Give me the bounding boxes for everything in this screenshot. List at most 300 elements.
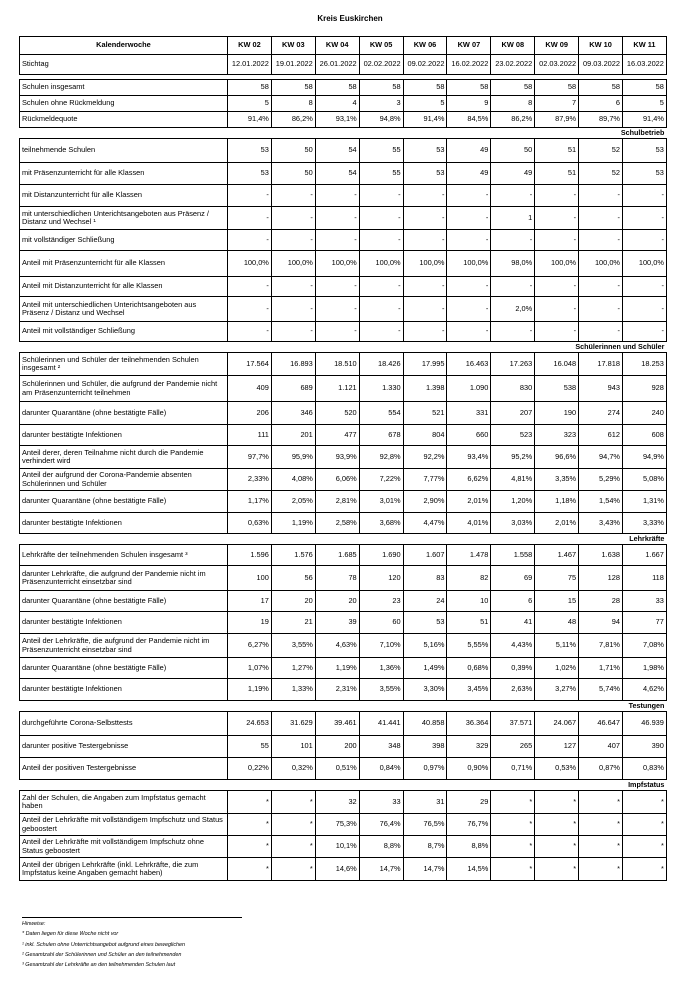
value-cell: 77 bbox=[623, 612, 667, 634]
week-header: KW 07 bbox=[447, 37, 491, 55]
header-row bbox=[20, 37, 667, 55]
value-cell: - bbox=[535, 207, 579, 230]
value-cell: - bbox=[623, 207, 667, 230]
row-label: Rückmeldequote bbox=[20, 112, 228, 128]
row-label: Lehrkräfte der teilnehmenden Schulen insgesamt ³ bbox=[20, 545, 228, 566]
value-cell: 55 bbox=[359, 139, 403, 163]
date-cell: 16.03.2022 bbox=[623, 55, 667, 75]
value-cell: 52 bbox=[579, 163, 623, 185]
value-cell: 9 bbox=[447, 96, 491, 112]
value-cell: 28 bbox=[579, 591, 623, 612]
date-cell: 09.03.2022 bbox=[579, 55, 623, 75]
value-cell: 5,29% bbox=[579, 469, 623, 491]
value-cell: - bbox=[228, 297, 272, 322]
value-cell: 58 bbox=[579, 80, 623, 96]
value-cell: 14,7% bbox=[403, 858, 447, 881]
value-cell: - bbox=[228, 322, 272, 342]
value-cell: 53 bbox=[228, 163, 272, 185]
value-cell: 1,17% bbox=[228, 491, 272, 513]
value-cell: 76,7% bbox=[447, 814, 491, 836]
value-cell: 69 bbox=[491, 566, 535, 591]
week-header: KW 04 bbox=[315, 37, 359, 55]
value-cell: 6 bbox=[579, 96, 623, 112]
value-cell: 75 bbox=[535, 566, 579, 591]
value-cell: 24.653 bbox=[228, 712, 272, 736]
row-label: mit Präsenzunterricht für alle Klassen bbox=[20, 163, 228, 185]
week-header: KW 05 bbox=[359, 37, 403, 55]
value-cell: - bbox=[228, 207, 272, 230]
value-cell: * bbox=[623, 814, 667, 836]
value-cell: 1.467 bbox=[535, 545, 579, 566]
value-cell: 2,31% bbox=[315, 679, 359, 701]
value-cell: 3,33% bbox=[623, 513, 667, 534]
value-cell: - bbox=[271, 185, 315, 207]
value-cell: 0,32% bbox=[271, 758, 315, 780]
value-cell: 4 bbox=[315, 96, 359, 112]
value-cell: - bbox=[579, 207, 623, 230]
value-cell: 538 bbox=[535, 376, 579, 402]
value-cell: 1.690 bbox=[359, 545, 403, 566]
value-cell: - bbox=[623, 185, 667, 207]
value-cell: * bbox=[579, 791, 623, 814]
value-cell: 60 bbox=[359, 612, 403, 634]
value-cell: 678 bbox=[359, 425, 403, 446]
value-cell: 3,55% bbox=[271, 634, 315, 658]
value-cell: 94,9% bbox=[623, 446, 667, 469]
value-cell: 1,07% bbox=[228, 658, 272, 679]
value-cell: 323 bbox=[535, 425, 579, 446]
row-label: darunter Quarantäne (ohne bestätigte Fälle) bbox=[20, 591, 228, 612]
value-cell: 58 bbox=[271, 80, 315, 96]
value-cell: 56 bbox=[271, 566, 315, 591]
row-label: Anteil mit Präsenzunterricht für alle Klassen bbox=[20, 251, 228, 277]
value-cell: 3,03% bbox=[491, 513, 535, 534]
value-cell: * bbox=[491, 836, 535, 858]
value-cell: 55 bbox=[228, 736, 272, 758]
value-cell: 24 bbox=[403, 591, 447, 612]
value-cell: 94,7% bbox=[579, 446, 623, 469]
value-cell: 111 bbox=[228, 425, 272, 446]
value-cell: 521 bbox=[403, 402, 447, 425]
value-cell: 5,11% bbox=[535, 634, 579, 658]
value-cell: 53 bbox=[403, 612, 447, 634]
value-cell: - bbox=[271, 230, 315, 251]
value-cell: 18.510 bbox=[315, 353, 359, 376]
value-cell: 523 bbox=[491, 425, 535, 446]
value-cell: - bbox=[491, 322, 535, 342]
section-header-row bbox=[20, 780, 667, 791]
value-cell: 0,83% bbox=[623, 758, 667, 780]
row-label: darunter positive Testergebnisse bbox=[20, 736, 228, 758]
value-cell: 274 bbox=[579, 402, 623, 425]
value-cell: 520 bbox=[315, 402, 359, 425]
value-cell: 8,8% bbox=[447, 836, 491, 858]
footnotes bbox=[22, 917, 242, 970]
value-cell: 10,1% bbox=[315, 836, 359, 858]
row-label: Anteil der aufgrund der Corona-Pandemie absenten Schülerinnen und Schüler bbox=[20, 469, 228, 491]
value-cell: 53 bbox=[403, 139, 447, 163]
value-cell: 20 bbox=[271, 591, 315, 612]
statistics-table bbox=[19, 36, 667, 881]
value-cell: 58 bbox=[535, 80, 579, 96]
value-cell: - bbox=[579, 185, 623, 207]
value-cell: - bbox=[447, 230, 491, 251]
value-cell: 49 bbox=[447, 139, 491, 163]
value-cell: 100,0% bbox=[579, 251, 623, 277]
value-cell: 8,7% bbox=[403, 836, 447, 858]
value-cell: 94,8% bbox=[359, 112, 403, 128]
value-cell: 18.426 bbox=[359, 353, 403, 376]
value-cell: 3,45% bbox=[447, 679, 491, 701]
value-cell: - bbox=[315, 277, 359, 297]
value-cell: 86,2% bbox=[271, 112, 315, 128]
value-cell: 0,97% bbox=[403, 758, 447, 780]
value-cell: 3,55% bbox=[359, 679, 403, 701]
table-row bbox=[20, 679, 667, 701]
value-cell: - bbox=[403, 277, 447, 297]
value-cell: 39.461 bbox=[315, 712, 359, 736]
value-cell: 92,2% bbox=[403, 446, 447, 469]
value-cell: 8,8% bbox=[359, 836, 403, 858]
value-cell: 0,53% bbox=[535, 758, 579, 780]
value-cell: 118 bbox=[623, 566, 667, 591]
date-cell: 12.01.2022 bbox=[228, 55, 272, 75]
footnote-line: Hinweise: bbox=[22, 921, 46, 927]
value-cell: 10 bbox=[447, 591, 491, 612]
section-header-row bbox=[20, 342, 667, 353]
table-row bbox=[20, 858, 667, 881]
value-cell: 206 bbox=[228, 402, 272, 425]
value-cell: 3,30% bbox=[403, 679, 447, 701]
value-cell: - bbox=[271, 322, 315, 342]
row-label: Anteil mit vollständiger Schließung bbox=[20, 322, 228, 342]
value-cell: 0,68% bbox=[447, 658, 491, 679]
value-cell: - bbox=[623, 230, 667, 251]
value-cell: 1.638 bbox=[579, 545, 623, 566]
value-cell: - bbox=[403, 230, 447, 251]
value-cell: * bbox=[228, 858, 272, 881]
value-cell: 17.263 bbox=[491, 353, 535, 376]
value-cell: 33 bbox=[359, 791, 403, 814]
value-cell: 58 bbox=[228, 80, 272, 96]
date-cell: 16.02.2022 bbox=[447, 55, 491, 75]
value-cell: 120 bbox=[359, 566, 403, 591]
table-row bbox=[20, 297, 667, 322]
value-cell: 804 bbox=[403, 425, 447, 446]
value-cell: 17.564 bbox=[228, 353, 272, 376]
footnote-line: * Daten liegen für diese Woche nicht vor bbox=[22, 931, 119, 938]
value-cell: 1,19% bbox=[228, 679, 272, 701]
table-row bbox=[20, 207, 667, 230]
value-cell: 96,6% bbox=[535, 446, 579, 469]
value-cell: 1,19% bbox=[315, 658, 359, 679]
row-label: Schülerinnen und Schüler, die aufgrund der Pandemie nicht am Präsenzunterricht teilnehmen bbox=[20, 376, 228, 402]
value-cell: - bbox=[491, 230, 535, 251]
value-cell: 1.558 bbox=[491, 545, 535, 566]
value-cell: 49 bbox=[491, 163, 535, 185]
value-cell: * bbox=[271, 858, 315, 881]
value-cell: 36.364 bbox=[447, 712, 491, 736]
value-cell: * bbox=[271, 836, 315, 858]
value-cell: 17.995 bbox=[403, 353, 447, 376]
value-cell: 58 bbox=[447, 80, 491, 96]
value-cell: 84,5% bbox=[447, 112, 491, 128]
value-cell: - bbox=[403, 297, 447, 322]
week-header: KW 02 bbox=[228, 37, 272, 55]
value-cell: 14,5% bbox=[447, 858, 491, 881]
value-cell: * bbox=[535, 836, 579, 858]
row-label: Anteil der Lehrkräfte mit vollständigem Impfschutz ohne Status geboostert bbox=[20, 836, 228, 858]
value-cell: 95,2% bbox=[491, 446, 535, 469]
value-cell: 0,51% bbox=[315, 758, 359, 780]
table-row bbox=[20, 469, 667, 491]
row-label: darunter Lehrkräfte, die aufgrund der Pandemie nicht im Präsenzunterricht einsetzbar sind bbox=[20, 566, 228, 591]
value-cell: 100,0% bbox=[403, 251, 447, 277]
value-cell: 19 bbox=[228, 612, 272, 634]
value-cell: * bbox=[623, 791, 667, 814]
value-cell: * bbox=[579, 858, 623, 881]
row-label: Schülerinnen und Schüler der teilnehmenden Schulen insgesamt ² bbox=[20, 353, 228, 376]
footnote-line: ³ Gesamtzahl der Lehrkräfte an den teilnehmenden Schulen laut bbox=[22, 962, 176, 969]
value-cell: 7,22% bbox=[359, 469, 403, 491]
value-cell: - bbox=[403, 207, 447, 230]
value-cell: * bbox=[491, 814, 535, 836]
value-cell: 53 bbox=[623, 163, 667, 185]
value-cell: 1.685 bbox=[315, 545, 359, 566]
value-cell: 55 bbox=[359, 163, 403, 185]
value-cell: 2,58% bbox=[315, 513, 359, 534]
value-cell: - bbox=[359, 322, 403, 342]
value-cell: 78 bbox=[315, 566, 359, 591]
value-cell: 477 bbox=[315, 425, 359, 446]
row-label: darunter bestätigte Infektionen bbox=[20, 513, 228, 534]
value-cell: - bbox=[447, 322, 491, 342]
value-cell: 54 bbox=[315, 163, 359, 185]
row-label: darunter Quarantäne (ohne bestätigte Fälle) bbox=[20, 658, 228, 679]
value-cell: 2,01% bbox=[535, 513, 579, 534]
date-cell: 23.02.2022 bbox=[491, 55, 535, 75]
value-cell: 82 bbox=[447, 566, 491, 591]
value-cell: 51 bbox=[447, 612, 491, 634]
table-row bbox=[20, 402, 667, 425]
value-cell: 101 bbox=[271, 736, 315, 758]
value-cell: 4,81% bbox=[491, 469, 535, 491]
value-cell: - bbox=[535, 230, 579, 251]
value-cell: * bbox=[228, 791, 272, 814]
value-cell: - bbox=[228, 277, 272, 297]
value-cell: 1,54% bbox=[579, 491, 623, 513]
value-cell: - bbox=[623, 277, 667, 297]
week-header: KW 06 bbox=[403, 37, 447, 55]
value-cell: - bbox=[271, 297, 315, 322]
value-cell: 16.463 bbox=[447, 353, 491, 376]
value-cell: 1,27% bbox=[271, 658, 315, 679]
row-label: Anteil mit Distanzunterricht für alle Klassen bbox=[20, 277, 228, 297]
value-cell: * bbox=[535, 858, 579, 881]
value-cell: 58 bbox=[315, 80, 359, 96]
value-cell: - bbox=[315, 322, 359, 342]
value-cell: - bbox=[447, 277, 491, 297]
value-cell: 5,55% bbox=[447, 634, 491, 658]
value-cell: 5,16% bbox=[403, 634, 447, 658]
value-cell: 17.818 bbox=[579, 353, 623, 376]
value-cell: 86,2% bbox=[491, 112, 535, 128]
value-cell: 7 bbox=[535, 96, 579, 112]
value-cell: 7,08% bbox=[623, 634, 667, 658]
table-row bbox=[20, 230, 667, 251]
table-row bbox=[20, 322, 667, 342]
value-cell: 0,39% bbox=[491, 658, 535, 679]
value-cell: 4,47% bbox=[403, 513, 447, 534]
table-row bbox=[20, 277, 667, 297]
value-cell: 91,4% bbox=[228, 112, 272, 128]
dates-label: Stichtag bbox=[20, 55, 228, 75]
value-cell: - bbox=[315, 297, 359, 322]
table-row bbox=[20, 513, 667, 534]
value-cell: - bbox=[228, 185, 272, 207]
value-cell: 50 bbox=[271, 163, 315, 185]
value-cell: - bbox=[447, 207, 491, 230]
value-cell: * bbox=[579, 814, 623, 836]
value-cell: 100,0% bbox=[623, 251, 667, 277]
value-cell: 53 bbox=[228, 139, 272, 163]
value-cell: 4,01% bbox=[447, 513, 491, 534]
value-cell: - bbox=[315, 207, 359, 230]
row-label: Zahl der Schulen, die Angaben zum Impfstatus gemacht haben bbox=[20, 791, 228, 814]
table-row bbox=[20, 836, 667, 858]
value-cell: 16.048 bbox=[535, 353, 579, 376]
value-cell: - bbox=[359, 297, 403, 322]
date-cell: 09.02.2022 bbox=[403, 55, 447, 75]
value-cell: 240 bbox=[623, 402, 667, 425]
week-header: KW 10 bbox=[579, 37, 623, 55]
value-cell: 8 bbox=[271, 96, 315, 112]
value-cell: 265 bbox=[491, 736, 535, 758]
value-cell: 3,43% bbox=[579, 513, 623, 534]
value-cell: 128 bbox=[579, 566, 623, 591]
value-cell: - bbox=[447, 185, 491, 207]
value-cell: 5,74% bbox=[579, 679, 623, 701]
value-cell: 1.090 bbox=[447, 376, 491, 402]
value-cell: 608 bbox=[623, 425, 667, 446]
row-label: teilnehmende Schulen bbox=[20, 139, 228, 163]
value-cell: 6 bbox=[491, 591, 535, 612]
value-cell: * bbox=[228, 814, 272, 836]
value-cell: 1.121 bbox=[315, 376, 359, 402]
value-cell: 49 bbox=[447, 163, 491, 185]
value-cell: 98,0% bbox=[491, 251, 535, 277]
value-cell: 1.607 bbox=[403, 545, 447, 566]
value-cell: 91,4% bbox=[623, 112, 667, 128]
value-cell: 331 bbox=[447, 402, 491, 425]
row-label: Anteil der Lehrkräfte mit vollständigem Impfschutz und Status geboostert bbox=[20, 814, 228, 836]
value-cell: 200 bbox=[315, 736, 359, 758]
table-row bbox=[20, 376, 667, 402]
value-cell: 39 bbox=[315, 612, 359, 634]
value-cell: - bbox=[579, 297, 623, 322]
value-cell: 76,4% bbox=[359, 814, 403, 836]
value-cell: 23 bbox=[359, 591, 403, 612]
section-title: Impfstatus bbox=[20, 780, 667, 791]
value-cell: - bbox=[623, 297, 667, 322]
value-cell: 4,63% bbox=[315, 634, 359, 658]
value-cell: 2,63% bbox=[491, 679, 535, 701]
value-cell: 100,0% bbox=[315, 251, 359, 277]
value-cell: * bbox=[271, 814, 315, 836]
value-cell: 6,27% bbox=[228, 634, 272, 658]
value-cell: 40.858 bbox=[403, 712, 447, 736]
value-cell: * bbox=[535, 814, 579, 836]
value-cell: * bbox=[491, 791, 535, 814]
table-row bbox=[20, 712, 667, 736]
row-label: darunter bestätigte Infektionen bbox=[20, 425, 228, 446]
row-label: darunter bestätigte Infektionen bbox=[20, 612, 228, 634]
table-row bbox=[20, 658, 667, 679]
section-header-row bbox=[20, 128, 667, 139]
value-cell: 407 bbox=[579, 736, 623, 758]
section-title: Schülerinnen und Schüler bbox=[20, 342, 667, 353]
footnote-line: ¹ inkl. Schulen ohne Unterrichtsangebot aufgrund eines beweglichen bbox=[22, 941, 186, 948]
date-cell: 02.03.2022 bbox=[535, 55, 579, 75]
table-row bbox=[20, 814, 667, 836]
value-cell: * bbox=[623, 836, 667, 858]
value-cell: 4,43% bbox=[491, 634, 535, 658]
value-cell: 1,02% bbox=[535, 658, 579, 679]
value-cell: 15 bbox=[535, 591, 579, 612]
table-row bbox=[20, 736, 667, 758]
value-cell: - bbox=[359, 207, 403, 230]
row-label: mit vollständiger Schließung bbox=[20, 230, 228, 251]
table-row bbox=[20, 251, 667, 277]
section-header-row bbox=[20, 701, 667, 712]
value-cell: 207 bbox=[491, 402, 535, 425]
value-cell: 3 bbox=[359, 96, 403, 112]
value-cell: - bbox=[491, 185, 535, 207]
value-cell: 46.939 bbox=[623, 712, 667, 736]
value-cell: 7,10% bbox=[359, 634, 403, 658]
value-cell: 1.398 bbox=[403, 376, 447, 402]
table-row bbox=[20, 80, 667, 96]
value-cell: 5,08% bbox=[623, 469, 667, 491]
value-cell: - bbox=[491, 277, 535, 297]
table-row bbox=[20, 758, 667, 780]
value-cell: 58 bbox=[403, 80, 447, 96]
value-cell: 348 bbox=[359, 736, 403, 758]
value-cell: 46.647 bbox=[579, 712, 623, 736]
row-label: mit Distanzunterricht für alle Klassen bbox=[20, 185, 228, 207]
value-cell: 95,9% bbox=[271, 446, 315, 469]
value-cell: 50 bbox=[271, 139, 315, 163]
value-cell: 0,84% bbox=[359, 758, 403, 780]
value-cell: 2,81% bbox=[315, 491, 359, 513]
value-cell: 1 bbox=[491, 207, 535, 230]
value-cell: 1,33% bbox=[271, 679, 315, 701]
table-row bbox=[20, 634, 667, 658]
date-cell: 26.01.2022 bbox=[315, 55, 359, 75]
value-cell: 76,5% bbox=[403, 814, 447, 836]
value-cell: 54 bbox=[315, 139, 359, 163]
value-cell: 58 bbox=[491, 80, 535, 96]
value-cell: 201 bbox=[271, 425, 315, 446]
value-cell: 1,20% bbox=[491, 491, 535, 513]
row-label: Schulen ohne Rückmeldung bbox=[20, 96, 228, 112]
value-cell: 1.330 bbox=[359, 376, 403, 402]
value-cell: 93,9% bbox=[315, 446, 359, 469]
value-cell: * bbox=[535, 791, 579, 814]
value-cell: * bbox=[579, 836, 623, 858]
value-cell: 329 bbox=[447, 736, 491, 758]
table-row bbox=[20, 425, 667, 446]
